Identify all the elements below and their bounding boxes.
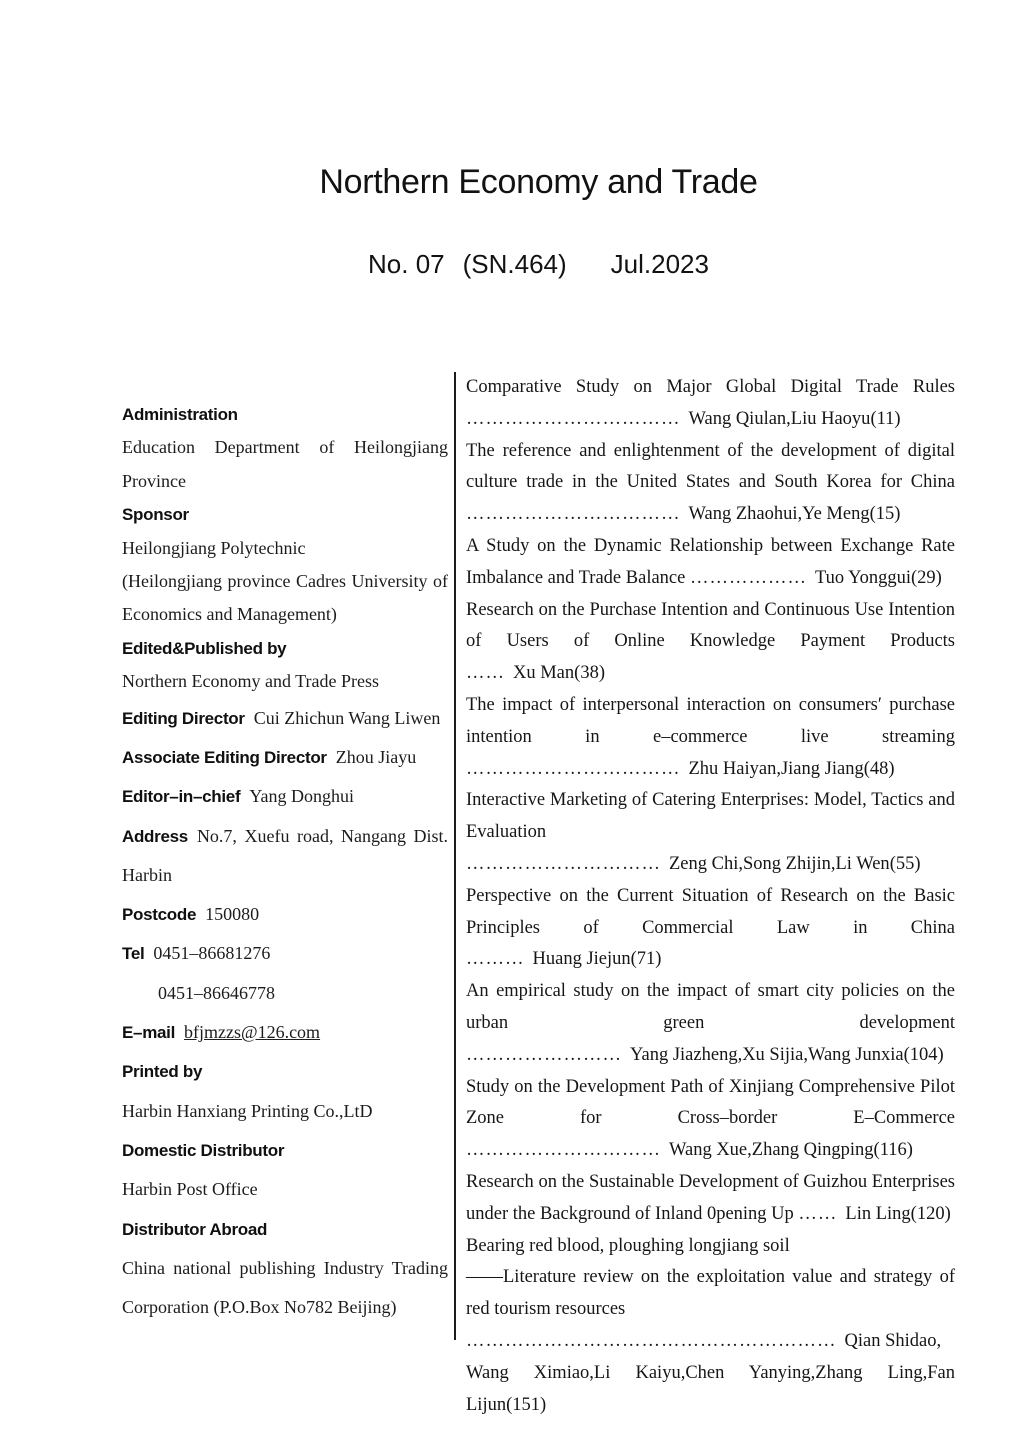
info-label: Domestic Distributor <box>122 1140 285 1160</box>
leader-group <box>466 1331 941 1351</box>
info-label: Printed by <box>122 1062 203 1082</box>
leader-group <box>690 568 942 588</box>
column-divider <box>454 372 456 1340</box>
info-line: Harbin Post Office <box>122 1179 258 1200</box>
dot-leader: ……… <box>466 949 525 970</box>
info-block <box>122 498 448 632</box>
article-title: An empirical study on the impact of smart city policies on the urban green development <box>466 981 955 1033</box>
info-row <box>122 934 448 973</box>
info-block <box>122 1052 448 1131</box>
article-authors: Xu Man <box>513 663 575 684</box>
info-line: China national publishing Industry Trading Corporation (P.O.Box No782 Beijing) <box>122 1257 448 1318</box>
dot-leader: ………………………… <box>466 1140 661 1161</box>
article-page: (55) <box>889 853 921 874</box>
article-authors: Huang Jiejun <box>532 949 631 970</box>
info-block <box>122 398 448 498</box>
article-authors: Yang Jiazheng,Xu Sijia,Wang Junxia <box>630 1044 904 1065</box>
dot-leader: …… <box>466 663 505 684</box>
toc-entry <box>466 881 955 976</box>
dot-leader: …………………………… <box>466 408 681 429</box>
article-page: (120) <box>910 1203 951 1224</box>
article-page: (116) <box>873 1140 913 1161</box>
article-authors: Tuo Yonggui <box>814 567 911 588</box>
article-page: (29) <box>910 567 942 588</box>
article-page: (104) <box>903 1044 944 1065</box>
masthead <box>122 163 955 280</box>
dot-leader: ……………… <box>689 567 807 588</box>
info-row <box>122 699 448 738</box>
leader-group <box>466 949 661 969</box>
info-label: Administration <box>122 405 238 424</box>
article-title: Comparative Study on Major Global Digital Trade Rules <box>466 377 955 397</box>
info-block <box>122 699 448 738</box>
article-title: Research on the Purchase Intention and Continuous Use Intention of Users of Online Knowledge Payment Products <box>466 599 955 652</box>
article-title: A Study on the Dynamic Relationship between Exchange Rate Imbalance and Trade Balance <box>466 535 955 588</box>
article-authors: Zhu Haiyan,Jiang Jiang <box>688 758 864 779</box>
info-value: No.7, Xuefu road, Nangang Dist. Harbin <box>122 825 448 885</box>
info-label: Editing Director <box>122 708 245 728</box>
info-block <box>122 817 448 896</box>
article-authors: Qian Shidao, <box>844 1330 942 1351</box>
info-row <box>122 817 448 896</box>
leader-group <box>466 854 921 874</box>
info-block <box>122 738 448 777</box>
article-page: (15) <box>869 504 901 525</box>
info-block <box>122 632 448 699</box>
toc-entry <box>466 976 955 1071</box>
dot-leader: ………………………… <box>466 853 661 874</box>
journal-title: Northern Economy and Trade <box>319 163 758 201</box>
serial-number: (SN.464) <box>462 249 567 279</box>
toc-entry <box>466 785 955 880</box>
issue-date: Jul.2023 <box>610 249 709 279</box>
toc-entry <box>466 1072 955 1167</box>
info-row <box>122 1013 448 1052</box>
info-block <box>122 1131 448 1210</box>
toc-entry <box>466 531 955 595</box>
article-authors: Wang Qiulan,Liu Haoyu <box>688 408 871 429</box>
article-subtitle: ——Literature review on the exploitation value and strategy of red tourism resources <box>466 1267 955 1320</box>
issue-number: No. 07 <box>368 249 445 279</box>
info-label: Associate Editing Director <box>122 747 327 767</box>
info-line: Harbin Hanxiang Printing Co.,LtD <box>122 1100 373 1121</box>
leader-group <box>798 1204 950 1224</box>
info-value: Cui Zhichun Wang Liwen <box>253 707 441 728</box>
info-label: Editor–in–chief <box>122 787 241 807</box>
info-value: Yang Donghui <box>249 786 354 807</box>
toc-entry <box>466 595 955 690</box>
article-title: Study on the Development Path of Xinjiang Comprehensive Pilot Zone for Cross–border E–Commerce <box>466 1076 955 1129</box>
info-row <box>122 738 448 777</box>
article-title: The reference and enlightenment of the development of digital culture trade in the United States and South Korea for China <box>466 440 955 493</box>
email-link[interactable]: bfjmzzs@126.com <box>184 1022 321 1043</box>
dot-leader: …… <box>798 1203 838 1224</box>
article-authors: Zeng Chi,Song Zhijin,Li Wen <box>669 853 890 874</box>
info-label: Address <box>122 826 188 846</box>
leader-group <box>466 504 900 524</box>
article-page: (38) <box>574 663 605 684</box>
info-block <box>122 1210 448 1328</box>
info-block <box>122 1013 448 1052</box>
info-label: Distributor Abroad <box>122 1219 268 1239</box>
article-page: (71) <box>630 949 662 970</box>
info-line: Heilongjiang Polytechnic <box>122 537 306 558</box>
article-authors-cont <box>466 1358 955 1422</box>
info-label: Sponsor <box>122 505 189 525</box>
article-authors: Lin Ling <box>845 1203 911 1224</box>
info-value: 0451–86681276 <box>153 943 271 964</box>
article-page: (11) <box>870 408 901 429</box>
info-label: Tel <box>122 944 145 964</box>
article-title: The impact of interpersonal interaction on consumers′ purchase intention in e–commerce live streaming <box>466 694 955 747</box>
dot-leader: …………………………… <box>466 758 681 779</box>
info-panel <box>122 372 448 1327</box>
info-line: Education Department of Heilongjiang Province <box>122 437 448 491</box>
leader-group <box>466 663 605 683</box>
info-label: E–mail <box>122 1023 176 1043</box>
article-page: (48) <box>863 758 895 779</box>
info-row <box>122 895 448 934</box>
toc-entry <box>466 690 955 785</box>
toc-entry <box>466 1231 955 1422</box>
article-title: Interactive Marketing of Catering Enterprises: Model, Tactics and Evaluation <box>466 790 955 843</box>
leader-group <box>466 1045 944 1065</box>
info-line: 0451–86646778 <box>158 982 275 1003</box>
article-authors: Wang Ximiao,Li Kaiyu,Chen Yanying,Zhang Ling,Fan Lijun <box>466 1362 955 1415</box>
issue-line <box>122 249 955 280</box>
dot-leader: …………………… <box>466 1044 622 1065</box>
leader-group <box>466 409 901 429</box>
leader-group <box>466 759 895 779</box>
content-columns <box>122 372 955 1421</box>
info-value: 150080 <box>205 904 260 925</box>
info-value: Zhou Jiayu <box>335 746 417 767</box>
info-block <box>122 895 448 934</box>
info-row <box>122 777 448 816</box>
info-label: Edited&Published by <box>122 638 287 658</box>
leader-group <box>466 1140 913 1160</box>
info-line: Northern Economy and Trade Press <box>122 671 379 692</box>
info-line: (Heilongjiang province Cadres University of Economics and Management) <box>122 571 448 625</box>
article-page: (151) <box>506 1394 547 1415</box>
article-title: Bearing red blood, ploughing longjiang soil <box>466 1235 790 1256</box>
info-block <box>122 934 448 1013</box>
article-title: Perspective on the Current Situation of Research on the Basic Principles of Commercial Law in China <box>466 885 955 938</box>
toc-entry <box>466 372 955 436</box>
dot-leader: …………………………… <box>466 504 681 525</box>
toc-entry <box>466 436 955 531</box>
toc-list <box>466 372 955 1421</box>
article-title: Research on the Sustainable Development of Guizhou Enterprises under the Background of Inland 0pening Up <box>466 1171 955 1224</box>
info-label: Postcode <box>122 905 197 925</box>
toc-entry <box>466 1167 955 1231</box>
article-authors: Wang Zhaohui,Ye Meng <box>688 504 870 525</box>
info-block <box>122 777 448 816</box>
dot-leader: ………………………………………………… <box>466 1330 837 1351</box>
article-authors: Wang Xue,Zhang Qingping <box>669 1140 874 1161</box>
